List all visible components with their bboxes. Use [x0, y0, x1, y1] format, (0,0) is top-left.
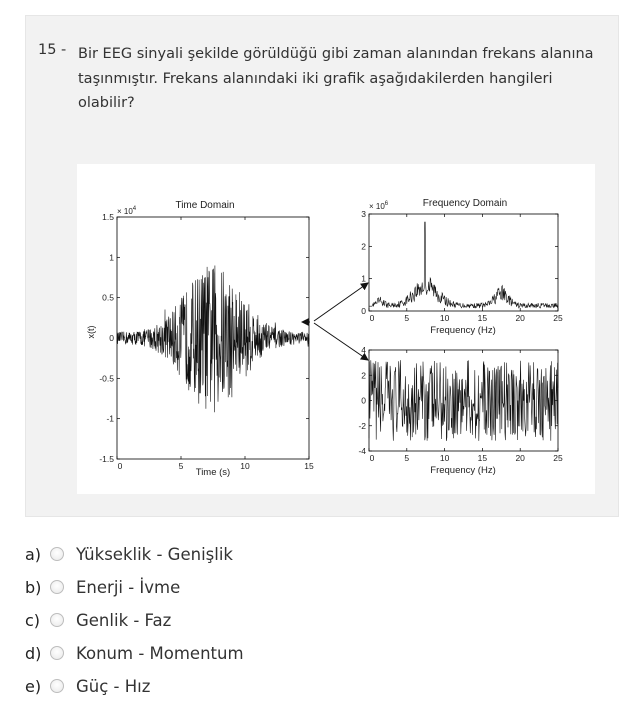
arrow-to-magnitude — [314, 283, 368, 321]
x-tick-label: 0 — [369, 313, 375, 323]
y-tick-label: 1 — [361, 273, 366, 284]
option-b[interactable] — [25, 574, 180, 600]
eeg-figure — [77, 164, 595, 494]
phase-xlabel: Frequency (Hz) — [430, 465, 496, 476]
radio-button[interactable] — [50, 580, 64, 594]
y-tick-label: 0 — [361, 306, 366, 316]
y-tick-label: 0 — [361, 395, 366, 406]
y-tick-label: -1.5 — [99, 454, 114, 464]
option-d[interactable] — [25, 640, 244, 666]
time-ylabel: x(t) — [86, 325, 96, 339]
x-tick-label: 10 — [439, 453, 450, 463]
option-letter: c) — [25, 610, 41, 630]
question-number: 15 - — [38, 42, 67, 58]
question-card — [25, 15, 619, 517]
y-tick-label: -0.5 — [99, 373, 114, 384]
time-xlabel: Time (s) — [195, 467, 231, 478]
y-tick-label: 1 — [109, 252, 114, 263]
x-tick-label: 25 — [553, 453, 563, 463]
option-label[interactable]: Güç - Hız — [76, 676, 151, 696]
magnitude-scale: × $10^6$ — [369, 201, 389, 211]
x-tick-label: 15 — [477, 453, 488, 463]
radio-button[interactable] — [50, 679, 64, 693]
x-tick-label: 15 — [477, 313, 488, 323]
y-tick-label: 4 — [361, 345, 366, 355]
x-tick-label: 20 — [515, 313, 525, 323]
x-tick-label: 5 — [404, 313, 410, 323]
y-tick-label: 3 — [361, 209, 366, 219]
arrow-to-phase — [314, 323, 368, 360]
x-tick-label: 0 — [369, 453, 375, 463]
y-tick-label: 0.5 — [102, 292, 114, 303]
option-c[interactable] — [25, 607, 171, 633]
y-tick-label: -2 — [358, 420, 366, 431]
option-e[interactable] — [25, 673, 150, 699]
option-label[interactable]: Genlik - Faz — [76, 610, 172, 630]
magnitude-axes-box — [369, 214, 558, 311]
y-tick-label: 2 — [361, 370, 366, 381]
question-text: Bir EEG sinyali şekilde görüldüğü gibi zaman alanından frekans alanına taşınmıştır. Frekans alanındaki iki grafik aşağıdakilerden hangileri olabilir? — [78, 46, 594, 111]
time-scale: × $10^4$ — [117, 206, 137, 216]
magnitude-xlabel: Frequency (Hz) — [430, 325, 496, 336]
x-tick-label: 5 — [178, 461, 184, 471]
radio-button[interactable] — [50, 613, 64, 627]
eeg-figure-svg — [77, 164, 595, 494]
x-tick-label: 10 — [439, 313, 450, 323]
y-tick-label: 0 — [109, 333, 114, 343]
option-letter: e) — [25, 676, 42, 696]
option-label[interactable]: Konum - Momentum — [76, 643, 244, 663]
y-tick-label: -1 — [106, 413, 114, 424]
y-tick-label: -4 — [358, 446, 366, 456]
option-letter: a) — [25, 544, 42, 564]
option-label[interactable]: Yükseklik - Genişlik — [76, 544, 233, 564]
x-tick-label: 15 — [304, 461, 314, 471]
x-tick-label: 25 — [553, 313, 563, 323]
option-a[interactable] — [25, 541, 233, 567]
option-label[interactable]: Enerji - İvme — [76, 577, 181, 597]
radio-button[interactable] — [50, 646, 64, 660]
radio-button[interactable] — [50, 547, 64, 561]
x-tick-label: 5 — [404, 453, 410, 463]
option-letter: b) — [25, 577, 42, 597]
y-tick-label: 2 — [361, 241, 366, 252]
magnitude-title: Frequency Domain — [422, 198, 508, 209]
time-title: Time Domain — [175, 200, 235, 211]
x-tick-label: 20 — [515, 453, 525, 463]
y-tick-label: 1.5 — [102, 212, 114, 222]
option-letter: d) — [25, 643, 42, 663]
x-tick-label: 10 — [240, 461, 250, 471]
x-tick-label: 0 — [117, 461, 123, 471]
